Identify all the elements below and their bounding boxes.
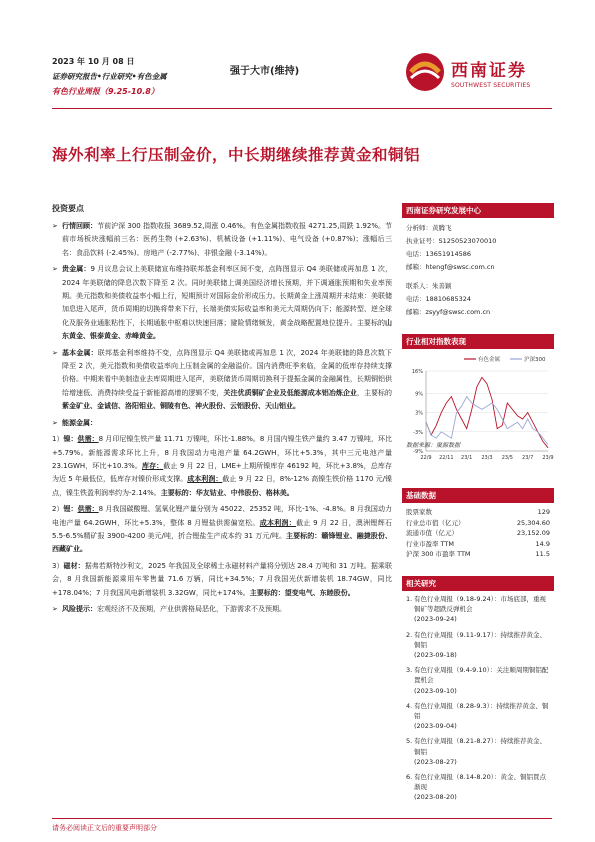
stat-row bbox=[402, 549, 554, 560]
stat-value: 25,304.60 bbox=[516, 518, 550, 527]
contact-email[interactable]: 邮箱：zsyyf@swsc.com.cn bbox=[406, 308, 491, 316]
contact-name: 联系人：朱善颖 bbox=[406, 282, 452, 290]
energy-magnets bbox=[52, 560, 392, 600]
item-subhead: 库存： bbox=[141, 461, 164, 470]
item-text: 据弗若斯特沙利文，2025 年我国及全球稀土永磁材料产量将分别达 28.4 万吨和 31 万吨。据乘联会，8 月我国新能源乘用车零售量 71.6 万辆，同比+34.5%；7 月我国光伏新增装机 18.74GW，同比+178.04%；7 月我国风电新增装机 3.32GW，同比+174%。 bbox=[52, 561, 392, 597]
paragraph-head: 贵金属： bbox=[62, 265, 91, 274]
item-stocks-label: 主要标的： bbox=[286, 531, 322, 540]
logo-text: 西南证券 bbox=[451, 61, 527, 81]
energy-nickel bbox=[52, 433, 392, 500]
item-subhead: 成本利润： bbox=[187, 475, 223, 484]
related-item[interactable] bbox=[406, 772, 550, 803]
paragraph-head: 能源金属： bbox=[62, 418, 97, 427]
related-header: 相关研究 bbox=[402, 576, 554, 591]
paragraph-head: 行情回顾： bbox=[62, 222, 98, 230]
analyst-email[interactable]: 邮箱：htengf@swsc.com.cn bbox=[406, 263, 495, 271]
stat-label: 流通市值（亿元） bbox=[406, 529, 458, 537]
chart-source-wrap bbox=[402, 436, 554, 449]
legend-label: 沪深300 bbox=[524, 357, 546, 363]
item-text: 截止 9 月 22 日，8%-12% 高镍生铁价格 1170 元/镍点，镍生铁盈利润率约为-2.14%。 bbox=[52, 475, 393, 497]
item-stocks: 望变电气、东睦股份。 bbox=[284, 588, 355, 597]
header-divider bbox=[52, 108, 552, 109]
team-header: 西南证券研究发展中心 bbox=[402, 203, 554, 218]
item-subhead: 供需： bbox=[77, 505, 99, 514]
logo-subtext: SOUTHWEST SECURITIES bbox=[451, 82, 531, 89]
paragraph-energy-metals bbox=[52, 417, 392, 430]
related-date: (2023-08-20) bbox=[414, 793, 457, 802]
item-name: 锂： bbox=[63, 505, 78, 514]
stat-label: 股票家数 bbox=[406, 508, 432, 516]
paragraph-head: 基本金属： bbox=[62, 348, 98, 357]
related-item[interactable] bbox=[406, 701, 550, 732]
paragraph-text: 节前沪深 300 指数收报 3689.52,周涨 0.46%。有色金属指数收报 4271.25,周跌 1.92%。节前市场板块涨幅前三名：医药生物 (+2.63%)、机械设备 (+1.11%)、电气设备 (+0.87%)；涨幅后三名：食品饮料 (-2.45%)、房地产 (-2.77%)、非银金融 (-3.14%)。 bbox=[62, 222, 393, 257]
related-num: 4. bbox=[406, 701, 413, 710]
contact-phone: 电话：18810685324 bbox=[406, 295, 471, 303]
x-tick-label: 23/3 bbox=[481, 455, 493, 461]
item-name: 镍： bbox=[63, 435, 78, 444]
page-title: 海外利率上行压制金价，中长期继续推荐黄金和铜铝 bbox=[52, 145, 421, 164]
stat-row bbox=[402, 507, 554, 518]
item-stocks: 华友钴业、中伟股份、格林美。 bbox=[195, 488, 294, 497]
analyst-license: 执业证号：S1250523070010 bbox=[406, 237, 497, 245]
item-number: 2） bbox=[52, 505, 64, 514]
stat-row bbox=[402, 518, 554, 529]
stat-value: 23,152.09 bbox=[516, 529, 550, 537]
bullet-icon: ➢ bbox=[52, 604, 58, 613]
related-num: 5. bbox=[406, 737, 413, 746]
section-title: 投资要点 bbox=[52, 204, 84, 213]
item-text: 截止 9 月 22 日，LME+上期所镍库存 46192 吨，环比+3.8%，总库存为近 5 年最低位，低库存对镍价形成支撑。 bbox=[52, 461, 392, 484]
paragraph-focus: 关注优质铜矿企业及低能源成本铝冶炼企业 bbox=[223, 388, 357, 397]
related-title: 有色行业周报（8.28-9.3）：持续推荐黄金、铜铝 bbox=[414, 701, 549, 721]
x-tick-label: 23/5 bbox=[501, 455, 513, 461]
basic-data-header: 基础数据 bbox=[402, 488, 554, 503]
bullet-icon: ➢ bbox=[52, 348, 58, 357]
stat-label: 行业市盈率 TTM bbox=[406, 539, 455, 548]
stat-row bbox=[402, 528, 554, 539]
y-tick-label: 9% bbox=[415, 391, 423, 398]
related-title: 有色行业周报（8.14-8.20）：黄金、铜铝買点渐现 bbox=[414, 773, 547, 792]
related-date: (2023-08-27) bbox=[414, 757, 457, 766]
x-tick-label: 23/7 bbox=[522, 455, 534, 461]
item-stocks-label: 主要标的： bbox=[160, 488, 196, 497]
analyst-phone: 电话：13651914586 bbox=[406, 250, 471, 258]
related-num: 1. bbox=[406, 595, 413, 603]
logo-emblem-icon bbox=[405, 50, 445, 94]
y-tick-label: 3% bbox=[415, 410, 423, 417]
related-title: 有色行业周报（9.11-9.17）：持续推荐黄金、铜铝 bbox=[414, 630, 547, 649]
item-number: 3） bbox=[52, 561, 64, 570]
related-num: 3. bbox=[406, 666, 413, 675]
x-tick-label: 22/11 bbox=[439, 455, 454, 461]
sidebar bbox=[402, 203, 554, 319]
related-item[interactable] bbox=[406, 630, 550, 661]
paragraph-stocks: 紫金矿业、金诚信、洛阳钼业、铜陵有色、神火股份、云铝股份、天山铝业。 bbox=[62, 402, 300, 411]
paragraph-market-review bbox=[52, 220, 392, 260]
related-item[interactable] bbox=[406, 736, 550, 767]
paragraph-risk bbox=[52, 603, 392, 616]
related-item[interactable] bbox=[406, 665, 550, 696]
rating: 强于大市(维持) bbox=[230, 66, 300, 77]
paragraph-text: ，主要标的 bbox=[356, 388, 393, 397]
item-text: 8 月印尼镍生铁产量 11.71 万镍吨，环比-1.88%。8 月国内镍生铁产量约 3.47 万镍吨，环比+5.79%。新能源需求环比上升，8 月我国动力电池产量 64.2GWH，环比+5.3%，其中三元电池产量 23.1GWH，环比+10.3%。 bbox=[52, 435, 392, 470]
chart-panel bbox=[402, 334, 554, 499]
related-num: 6. bbox=[406, 773, 413, 782]
related-research-panel bbox=[402, 576, 554, 808]
related-list bbox=[402, 591, 554, 803]
related-num: 2. bbox=[406, 630, 413, 639]
item-stocks-label: 主要标的： bbox=[249, 588, 285, 597]
item-subhead: 供需： bbox=[77, 435, 99, 444]
related-item[interactable] bbox=[406, 594, 550, 625]
chart-header: 行业相对指数表现 bbox=[402, 334, 554, 349]
item-number: 1） bbox=[52, 435, 64, 444]
stat-label: 行业总市值（亿元） bbox=[406, 518, 465, 527]
company-logo bbox=[405, 48, 555, 98]
footer-disclaimer[interactable]: 请务必阅读正文后的重要声明部分 bbox=[52, 824, 157, 832]
stat-value: 14.9 bbox=[535, 539, 550, 548]
y-tick-label: -3% bbox=[413, 429, 423, 436]
related-date: (2023-09-10) bbox=[414, 686, 457, 695]
main-content bbox=[52, 220, 392, 619]
analyst-info bbox=[402, 218, 554, 319]
stat-label: 沪深 300 市盈率 TTM bbox=[406, 550, 471, 558]
stat-row bbox=[402, 539, 554, 550]
paragraph-text: 宏观经济不及预期，产业供需格局恶化，下游需求不及预期。 bbox=[97, 604, 286, 613]
relative-index-chart bbox=[402, 349, 554, 469]
report-category: 证券研究报告•行业研究•有色金属 bbox=[52, 72, 167, 81]
y-tick-label: -9% bbox=[413, 449, 423, 455]
legend-label: 有色金属 bbox=[478, 357, 501, 363]
item-text: 截止 9 月 22 日，澳洲锂辉石 5.5-6.5%精矿报 3900-4200 美元/吨，折合锂盐生产成本约 31 万元/吨。 bbox=[52, 518, 392, 540]
paragraph-head: 风险提示： bbox=[62, 604, 97, 613]
related-title: 有色行业周报（9.18-9.24）：市场底部，重视铜矿等超跌反弹机会 bbox=[414, 595, 547, 614]
paragraph-precious-metals bbox=[52, 263, 392, 343]
footer-divider bbox=[52, 818, 552, 819]
report-week: 有色行业周报（9.25-10.8） bbox=[52, 87, 159, 96]
paragraph-base-metals bbox=[52, 347, 392, 414]
x-tick-label: 23/9 bbox=[542, 455, 554, 461]
x-tick-label: 23/1 bbox=[461, 455, 473, 461]
paragraph-text: 联邦基金利率维持不变，点阵图显示 Q4 美联储或再加息 1 次，2024 年美联储的降息次数下降至 2 次，美元指数和美债收益率向上压制金属的金融溢价。国内消费旺季来临，金属的低库存持续支撑价格。中期来看中美制造业去库周期进入尾声，美联储货币周期切换利于提振金属的金融属性，长期铜铝供给增速低、消费持续受益于新能源高增的逻辑不变， bbox=[62, 348, 393, 397]
energy-lithium bbox=[52, 503, 392, 557]
related-date: (2023-09-24) bbox=[414, 615, 457, 624]
item-name: 磁材： bbox=[63, 561, 85, 570]
report-date: 2023 年 10 月 08 日 bbox=[52, 57, 135, 66]
bullet-icon: ➢ bbox=[52, 222, 58, 230]
item-subhead: 成本利润： bbox=[259, 518, 297, 527]
related-title: 有色行业周报（8.21-8.27）：持续推荐黄金、铜铝 bbox=[414, 737, 547, 756]
chart-source: 数据来源：聚源数据 bbox=[406, 442, 461, 449]
x-tick-label: 22/9 bbox=[420, 455, 432, 461]
paragraph-text: 9 月议息会议上美联储宣布维持联邦基金利率区间不变，点阵图显示 Q4 美联储或再加息 1 次，2024 年美联储的降息次数下降至 2 次。同时美联储上调美国经济增长预期，并下调通胀预期和失业率预期。美元指数和美债收益率小幅上行，短期预计对国际金价形成压力。长期黄金上涨周期并未结束：美联储加息进入尾声，货币周期的切换将带来下行，长端美债实际收益率和美元大周期仍向下；能源转型、逆全球化及服务业通胀粘性下，长期通胀中枢难以快速回落；避险情绪频发，黄金战略配置地位提升。主要标的 bbox=[62, 265, 393, 327]
analyst-name: 分析师：黄腾飞 bbox=[406, 224, 452, 232]
bullet-icon: ➢ bbox=[52, 265, 58, 274]
paragraph-stocks: 山东黄金、银泰黄金、赤峰黄金。 bbox=[62, 318, 392, 341]
related-title: 有色行业周报（9.4-9.10）：关注顺周期铜铝配置机会 bbox=[414, 666, 549, 685]
stat-value: 129 bbox=[537, 508, 550, 516]
y-tick-label: 16% bbox=[411, 369, 423, 375]
item-stocks: 赣锋锂业、融捷股份、西藏矿业。 bbox=[52, 531, 393, 554]
stat-value: 11.5 bbox=[535, 550, 550, 558]
chart-container bbox=[402, 349, 554, 499]
item-text: 8 月我国碳酸锂、氢氧化锂产量分别为 45022、25352 吨，环比-1%、-4.8%。8 月我国动力电池产量 64.2GWH，环比+5.3%，整体 8 月锂盐供需偏宽松。 bbox=[52, 505, 392, 527]
related-date: (2023-09-04) bbox=[414, 722, 457, 731]
related-date: (2023-09-18) bbox=[414, 651, 457, 660]
bullet-icon: ➢ bbox=[52, 418, 58, 427]
basic-data-panel bbox=[402, 488, 554, 560]
